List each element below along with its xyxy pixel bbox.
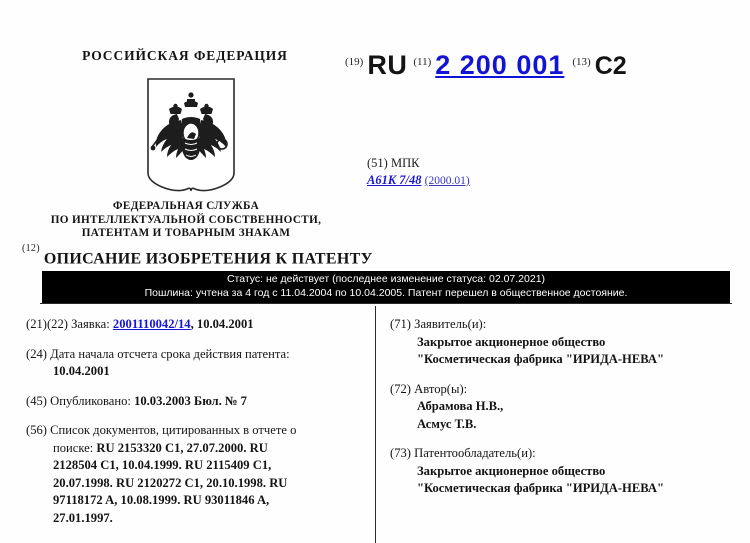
country-code: RU	[367, 50, 408, 80]
field-authors	[390, 381, 740, 434]
status-line: Статус: не действует (последнее изменение статуса: 02.07.2021)	[226, 273, 546, 285]
ipc-code-link[interactable]: A61K 7/48	[367, 173, 422, 187]
inid-code-13: (13)	[572, 56, 591, 68]
field-published	[26, 393, 366, 411]
agency-line-2: ПО ИНТЕЛЛЕКТУАЛЬНОЙ СОБСТВЕННОСТИ,	[50, 213, 322, 226]
citations-lead: поиске:	[53, 440, 97, 455]
status-banner	[42, 271, 730, 303]
right-column	[390, 316, 740, 498]
application-number-link[interactable]: 2001110042/14	[112, 317, 191, 331]
inid-code-12: (12)	[22, 243, 40, 254]
holder-line: Закрытое акционерное общество	[417, 463, 606, 478]
holder-label: (73) Патентообладатель(и):	[390, 446, 536, 460]
citation-line: 2128504 C1, 10.04.1999. RU 2115409 C1,	[53, 458, 272, 472]
kind-code: C2	[594, 52, 627, 80]
patent-number-line	[345, 50, 627, 81]
field-term-start	[26, 346, 366, 381]
field-applicant	[390, 316, 740, 369]
agency-line-3: ПАТЕНТАМ И ТОВАРНЫМ ЗНАКАМ	[81, 227, 291, 240]
author-name: Абрамова Н.В.,	[417, 399, 504, 413]
applicant-line: Закрытое акционерное общество	[417, 334, 606, 349]
term-start-label: (24) Дата начала отсчета срока действия патента:	[26, 346, 290, 361]
agency-line-1: ФЕДЕРАЛЬНАЯ СЛУЖБА	[112, 200, 260, 212]
column-divider	[375, 306, 376, 543]
term-start-value: 10.04.2001	[53, 364, 110, 378]
application-label: (21)(22) Заявка:	[26, 317, 110, 331]
holder-line: "Косметическая фабрика "ИРИДА-НЕВА"	[417, 481, 664, 495]
patent-number-link[interactable]: 2 200 001	[435, 50, 565, 80]
authors-label: (72) Автор(ы):	[390, 381, 468, 396]
page-title	[22, 243, 373, 268]
ipc-version-link[interactable]: (2000.01)	[424, 175, 470, 187]
ipc-label: (51) МПК	[367, 156, 420, 170]
citation-line: 97118172 A, 10.08.1999. RU 93011846 A,	[53, 493, 270, 507]
field-citations	[26, 422, 366, 527]
ipc-classification-block	[367, 155, 470, 190]
russian-coat-of-arms-icon	[145, 77, 237, 195]
published-label: (45) Опубликовано:	[26, 393, 131, 408]
application-date: , 10.04.2001	[190, 317, 254, 331]
applicant-label: (71) Заявитель(и):	[390, 317, 487, 331]
citations-label: (56) Список документов, цитированных в отчете о	[26, 423, 297, 437]
citation-line: 20.07.1998. RU 2120272 C1, 20.10.1998. RU	[53, 475, 288, 490]
citation-line: RU 2153320 C1, 27.07.2000. RU	[96, 440, 268, 455]
page-title-text: ОПИСАНИЕ ИЗОБРЕТЕНИЯ К ПАТЕНТУ	[43, 250, 373, 268]
document-header	[0, 0, 750, 250]
agency-name	[0, 200, 372, 241]
fee-line: Пошлина: учтена за 4 год с 11.04.2004 по 10.04.2005. Патент перешел в общественное достояние.	[144, 286, 628, 299]
header-divider	[40, 303, 732, 304]
left-column	[26, 316, 366, 527]
field-application	[26, 316, 366, 334]
author-name: Асмус Т.В.	[417, 416, 477, 431]
inid-code-11: (11)	[413, 56, 432, 68]
field-patent-holder	[390, 445, 740, 498]
citation-line: 27.01.1997.	[53, 510, 113, 525]
citations-list	[26, 440, 366, 528]
country-title: РОССИЙСКАЯ ФЕДЕРАЦИЯ	[82, 48, 288, 63]
applicant-line: "Косметическая фабрика "ИРИДА-НЕВА"	[417, 352, 664, 366]
published-value: 10.03.2003 Бюл. № 7	[134, 393, 247, 408]
inid-code-19: (19)	[345, 56, 364, 68]
